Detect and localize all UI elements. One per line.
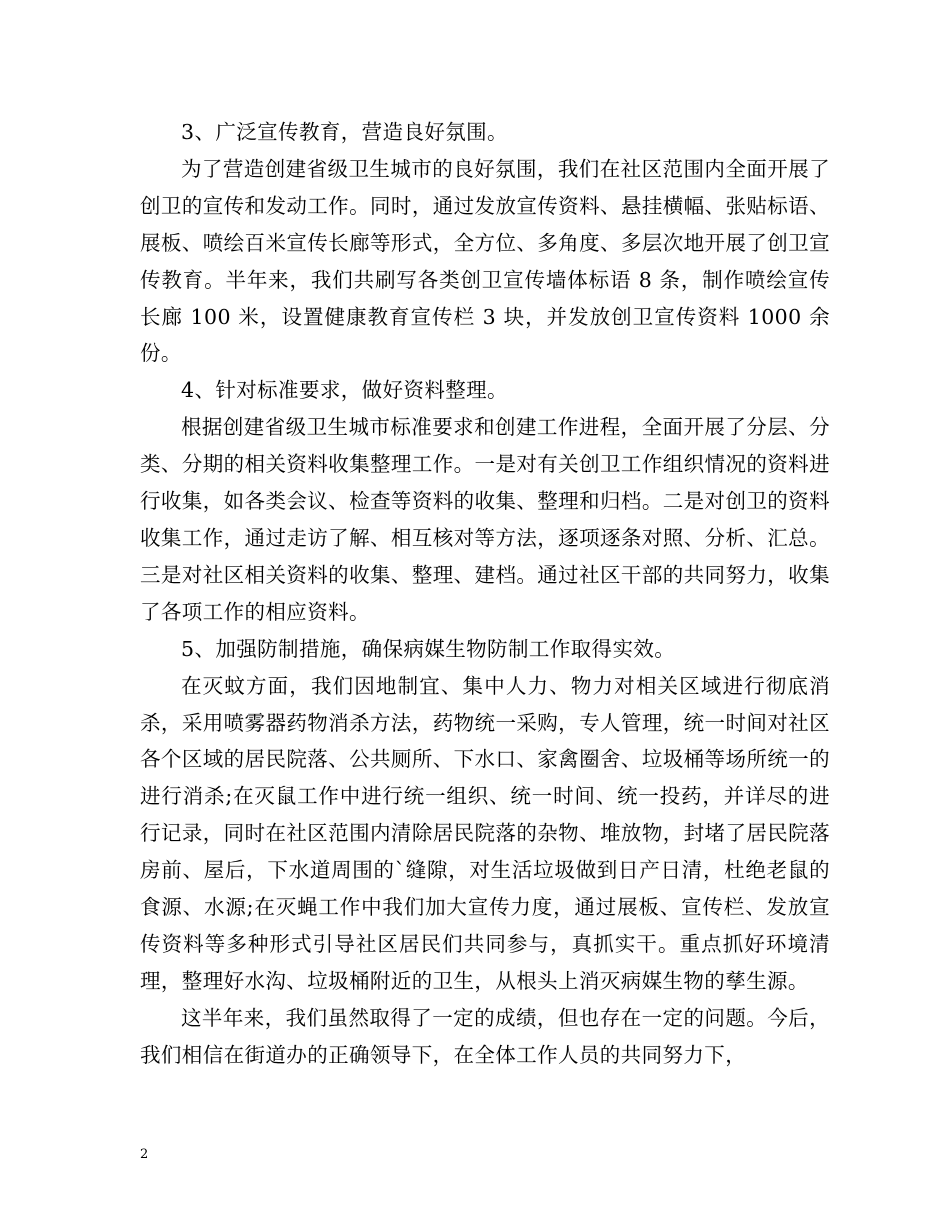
body-paragraph: 根据创建省级卫生城市标准要求和创建工作进程，全面开展了分层、分类、分期的相关资料收集整理工作。一是对有关创卫工作组织情况的资料进行收集，如各类会议、检查等资料的收集、整理和归档。二是对创卫的资料收集工作，通过走访了解、相互核对等方法，逐项逐条对照、分析、汇总。三是对社区相关资料的收集、整理、建档。通过社区干部的共同努力，收集了各项工作的相应资料。 <box>140 415 830 624</box>
section-heading-5: 5、加强防制措施，确保病媒生物防制工作取得实效。 <box>181 636 676 661</box>
document-body <box>140 114 830 1074</box>
body-paragraph: 这半年来，我们虽然取得了一定的成绩，但也存在一定的问题。今后，我们相信在街道办的正确领导下，在全体工作人员的共同努力下， <box>140 1005 830 1067</box>
body-paragraph: 在灭蚊方面，我们因地制宜、集中人力、物力对相关区域进行彻底消杀，采用喷雾器药物消杀方法，药物统一采购，专人管理，统一时间对社区各个区域的居民院落、公共厕所、下水口、家禽圈舍、垃圾桶等场所统一的进行消杀;在灭鼠工作中进行统一组织、统一时间、统一投药，并详尽的进行记录，同时在社区范围内清除居民院落的杂物、堆放物，封堵了居民院落房前、屋后，下水道周围的`缝隙，对生活垃圾做到日产日清，杜绝老鼠的食源、水源;在灭蝇工作中我们加大宣传力度，通过展板、宣传栏、发放宣传资料等多种形式引导社区居民们共同参与，真抓实干。重点抓好环境清理，整理好水沟、垃圾桶附近的卫生，从根头上消灭病媒生物的孳生源。 <box>140 673 830 993</box>
body-paragraph: 为了营造创建省级卫生城市的良好氛围，我们在社区范围内全面开展了创卫的宣传和发动工作。同时，通过发放宣传资料、悬挂横幅、张贴标语、展板、喷绘百米宣传长廊等形式，全方位、多角度、多层次地开展了创卫宣传教育。半年来，我们共刷写各类创卫宣传墙体标语 8 条，制作喷绘宣传长廊 100 米，设置健康教育宣传栏 3 块，并发放创卫宣传资料 1000 余份。 <box>140 156 830 366</box>
section-heading-3: 3、广泛宣传教育，营造良好氛围。 <box>181 120 508 144</box>
section-heading-4: 4、针对标准要求，做好资料整理。 <box>181 378 508 403</box>
page-number: 2 <box>140 1147 149 1162</box>
